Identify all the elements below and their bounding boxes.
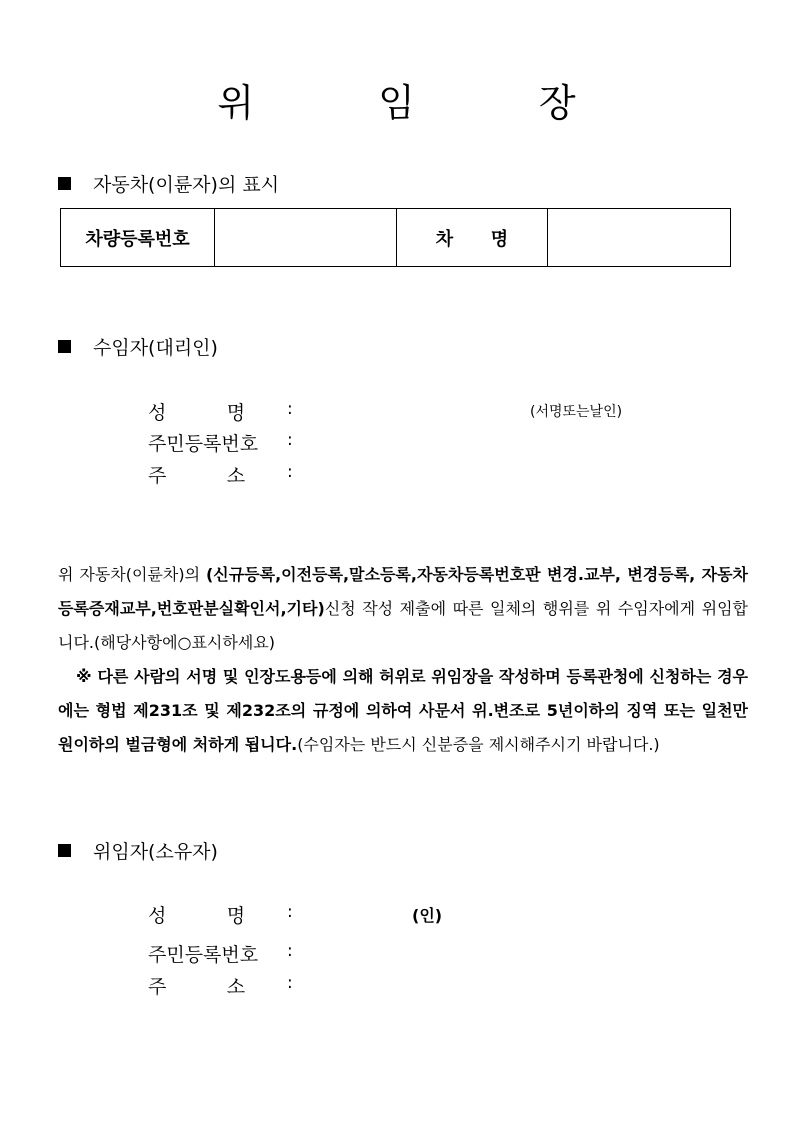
agent-address-label: 주 소: [148, 465, 246, 487]
p1-bold: (신규등록,이전등록,말소등록,자동차등록번호판 변경.교부, 변경등록, 자동차등록증재교부,번호판분실확인서,기타): [58, 565, 748, 618]
vehicle-heading-text: 자동차(이륜자)의 표시: [93, 174, 280, 196]
square-bullet-icon: [58, 177, 71, 190]
owner-name-label: 성 명: [148, 905, 246, 927]
agent-id-colon: :: [287, 430, 293, 450]
plate-number-field[interactable]: [215, 209, 397, 267]
agent-sign-note: (서명또는날인): [530, 404, 623, 420]
square-bullet-icon: [58, 844, 71, 857]
vehicle-name-field[interactable]: [548, 209, 731, 267]
agent-section-heading: [58, 333, 218, 360]
owner-address-label: 주 소: [148, 976, 246, 998]
square-bullet-icon: [58, 340, 71, 353]
agent-name-label: 성 명: [148, 402, 246, 424]
p1-suffix: 신청 작성 제출에 따른 일체의 행위를 위 수임자에게 위임합니다.(해당사항에○표시하세요): [58, 599, 748, 652]
plate-number-label: 차량등록번호: [61, 209, 215, 267]
agent-heading-text: 수임자(대리인): [93, 337, 218, 359]
owner-name-colon: :: [287, 902, 293, 922]
owner-id-label: 주민등록번호: [148, 944, 259, 966]
agent-name-colon: :: [287, 399, 293, 419]
vehicle-info-table: [60, 208, 731, 267]
owner-seal-note: (인): [412, 906, 443, 925]
owner-address-colon: :: [287, 973, 293, 993]
vehicle-name-label: 차 명: [397, 209, 548, 267]
warning-bold: ※ 다른 사람의 서명 및 인장도용등에 의해 허위로 위임장을 작성하며 등록관청에 신청하는 경우에는 형법 제231조 및 제232조의 규정에 의하여 사문서 위.변조로 5년이하의 징역 또는 일천만원이하의 벌금형에 처하게 됩니다.: [58, 667, 748, 754]
owner-heading-text: 위임자(소유자): [93, 841, 218, 863]
agent-id-label: 주민등록번호: [148, 433, 259, 455]
vehicle-section-heading: [58, 170, 279, 197]
agent-address-colon: :: [287, 462, 293, 482]
owner-id-colon: :: [287, 941, 293, 961]
page-title: 위 임 장: [217, 81, 632, 125]
p1-prefix: 위 자동차(이륜차)의: [58, 565, 206, 584]
delegation-paragraph: [58, 558, 748, 762]
warning-suffix: (수임자는 반드시 신분증을 제시해주시기 바랍니다.): [297, 735, 660, 754]
owner-section-heading: [58, 837, 218, 864]
